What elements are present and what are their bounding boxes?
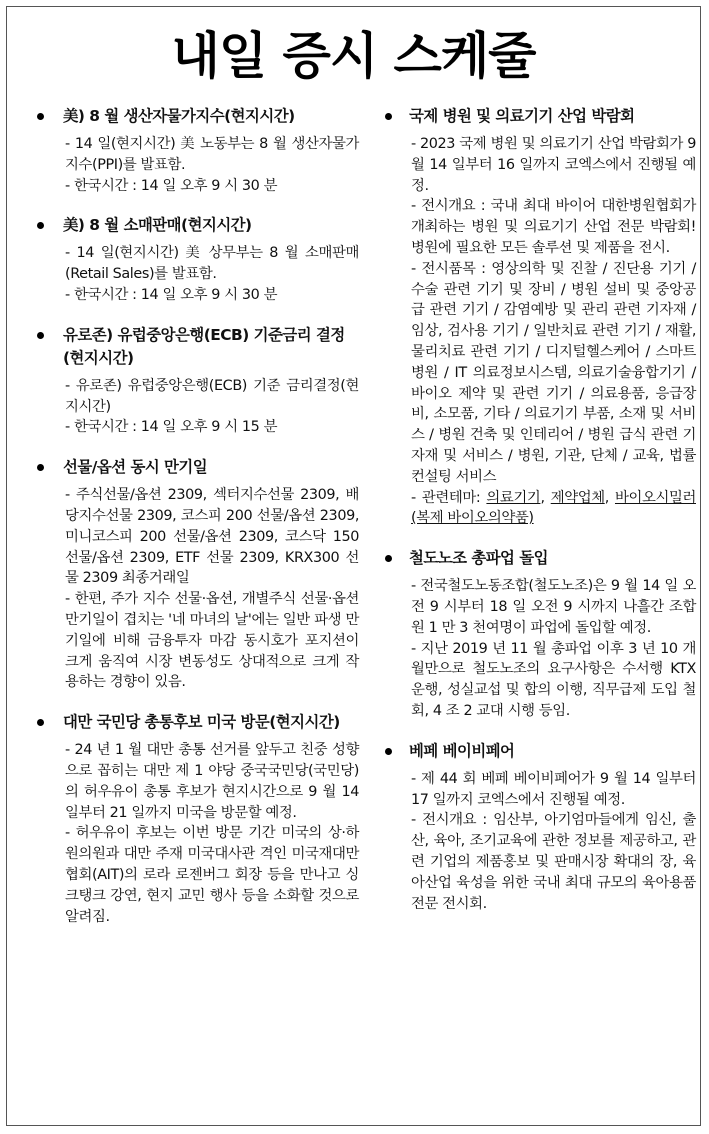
theme-separator: , (604, 489, 615, 506)
section-text: - 유로존) 유럽중앙은행(ECB) 기준 금리결정(현지시간) (65, 377, 359, 415)
section-heading: 국제 병원 및 의료기기 산업 박람회 (409, 107, 635, 125)
theme-separator: , (540, 489, 551, 506)
related-themes-label: - 관련테마: (411, 489, 487, 506)
section-text: - 허우유이 후보는 이번 방문 기간 미국의 상·하원의원과 대만 주재 미국대사관 격인 미국재대만협회(AIT)의 로라 로젠버그 회장 등을 만나고 싱크탱크 강연, 현지 교민 행사 등을 소화할 것으로 알려짐. (65, 825, 359, 925)
section-railway-strike (381, 547, 696, 722)
section-text: - 전시개요 : 임산부, 아기엄마들에게 임신, 출산, 육아, 조기교육에 관한 정보를 제공하고, 관련 기업의 제품홍보 및 판매시장 확대의 장, 육아산업 육성을 위한 국내 최대 규모의 육아용품전문 전시회. (411, 812, 696, 912)
bullet-icon (385, 748, 392, 755)
section-text: - 한국시간 : 14 일 오후 9 시 15 분 (65, 419, 278, 436)
page-frame (6, 6, 701, 1126)
section-text: - 한국시간 : 14 일 오후 9 시 30 분 (65, 286, 278, 303)
theme-link[interactable]: 제약업체 (550, 489, 605, 506)
right-column (381, 105, 696, 932)
bullet-icon (37, 222, 44, 229)
bullet-icon (37, 464, 44, 471)
theme-link[interactable]: 의료기기 (486, 489, 541, 506)
section-us-retail-sales (29, 214, 359, 305)
section-taiwan-candidate-visit (29, 711, 359, 927)
section-text: - 2023 국제 병원 및 의료기기 산업 박람회가 9 월 14 일부터 16 일까지 코엑스에서 진행될 예정. (411, 136, 696, 194)
section-futures-options-expiry (29, 456, 359, 693)
section-text: - 지난 2019 년 11 월 총파업 이후 3 년 10 개월만으로 철도노조의 요구사항은 수서행 KTX 운행, 성실교섭 및 합의 이행, 직무급제 도입 철회, 4 조 2 교대 시행 등임. (411, 640, 696, 719)
bullet-icon (385, 555, 392, 562)
section-heading: 美) 8 월 생산자물가지수(현지시간) (63, 107, 295, 125)
section-heading: 베페 베이비페어 (409, 741, 515, 760)
left-column (29, 105, 359, 945)
section-text: - 24 년 1 월 대만 총통 선거를 앞두고 친중 성향으로 꼽히는 대만 제 1 야당 중국국민당(국민당)의 허우유이 총통 후보가 현지시간으로 9 월 14 일부터 21 일까지 미국을 방문할 예정. (65, 742, 359, 821)
section-baby-fair (381, 740, 696, 915)
section-text: - 전시품목 : 영상의학 및 진찰 / 진단용 기기 / 수술 관련 기기 및 장비 / 병원 설비 및 중앙공급 관련 기기 / 감염예방 및 관리 관련 기자재 / 임상, 검사용 기기 / 일반치료 관련 기기 / 재활, 물리치료 관련 기기 / 디지털헬스케어 / 스마트병원 / IT 의료정보시스템, 의료기술융합기기 / 바이오 제약 및 관련 기기 / 의료용품, 응급장비, 소모품, 기타 / 의료기기 부품, 소재 및 서비스 / 병원 건축 및 인테리어 / 병원 급식 관련 기자재 및 서비스 / 병원, 기관, 단체 / 교육, 법률 컨설팅 서비스 (411, 260, 696, 485)
section-text: - 전시개요 : 국내 최대 바이어 대한병원협회가 개최하는 병원 및 의료기기 산업 전문 박람회! 병원에 필요한 모든 솔루션 및 제품을 전시. (411, 198, 696, 256)
section-text: - 한편, 주가 지수 선물·옵션, 개별주식 선물·옵션 만기일이 겹치는 '네 마녀의 날'에는 일반 파생 만기일에 비해 금융투자 마감 동시호가 포지션이 크게 움직여 시장 변동성도 상대적으로 크게 작용하는 경향이 있음. (65, 591, 359, 691)
section-text: - 14 일(현지시간) 美 상무부는 8 월 소매판매(Retail Sales)를 발표함. (65, 245, 359, 283)
related-themes (411, 488, 696, 530)
section-heading: 유로존) 유럽중앙은행(ECB) 기준금리 결정(현지시간) (63, 325, 345, 367)
section-medical-expo (381, 105, 696, 529)
section-ecb-rate (29, 324, 359, 438)
bullet-icon (385, 113, 392, 120)
section-text: - 주식선물/옵션 2309, 섹터지수선물 2309, 배당지수선물 2309, 코스피 200 선물/옵션 2309, 미니코스피 200 선물/옵션 2309, 코스닥 150 선물/옵션 2309, ETF 선물 2309, KRX300 선물 2309 최종거래일 (65, 487, 359, 587)
section-text: - 전국철도노동조합(철도노조)은 9 월 14 일 오전 9 시부터 18 일 오전 9 시까지 나흘간 조합원 1 만 3 천여명이 파업에 돌입할 예정. (411, 578, 696, 636)
section-text: - 14 일(현지시간) 美 노동부는 8 월 생산자물가지수(PPI)를 발표함. (65, 136, 359, 173)
section-heading: 대만 국민당 총통후보 미국 방문(현지시간) (63, 713, 340, 732)
bullet-icon (37, 113, 44, 120)
section-us-ppi (29, 105, 359, 196)
section-text: - 한국시간 : 14 일 오후 9 시 30 분 (65, 177, 278, 194)
section-heading: 선물/옵션 동시 만기일 (63, 458, 208, 477)
section-text: - 제 44 회 베페 베이비페어가 9 월 14 일부터 17 일까지 코엑스에서 진행될 예정. (411, 770, 696, 808)
theme-link[interactable]: 바이오시밀러(복제 바이오의약품) (411, 489, 696, 527)
page-title: 내일 증시 스케줄 (171, 27, 536, 85)
bullet-icon (37, 719, 44, 726)
bullet-icon (37, 332, 44, 339)
section-heading: 철도노조 총파업 돌입 (409, 549, 549, 568)
section-heading: 美) 8 월 소매판매(현지시간) (63, 216, 252, 235)
